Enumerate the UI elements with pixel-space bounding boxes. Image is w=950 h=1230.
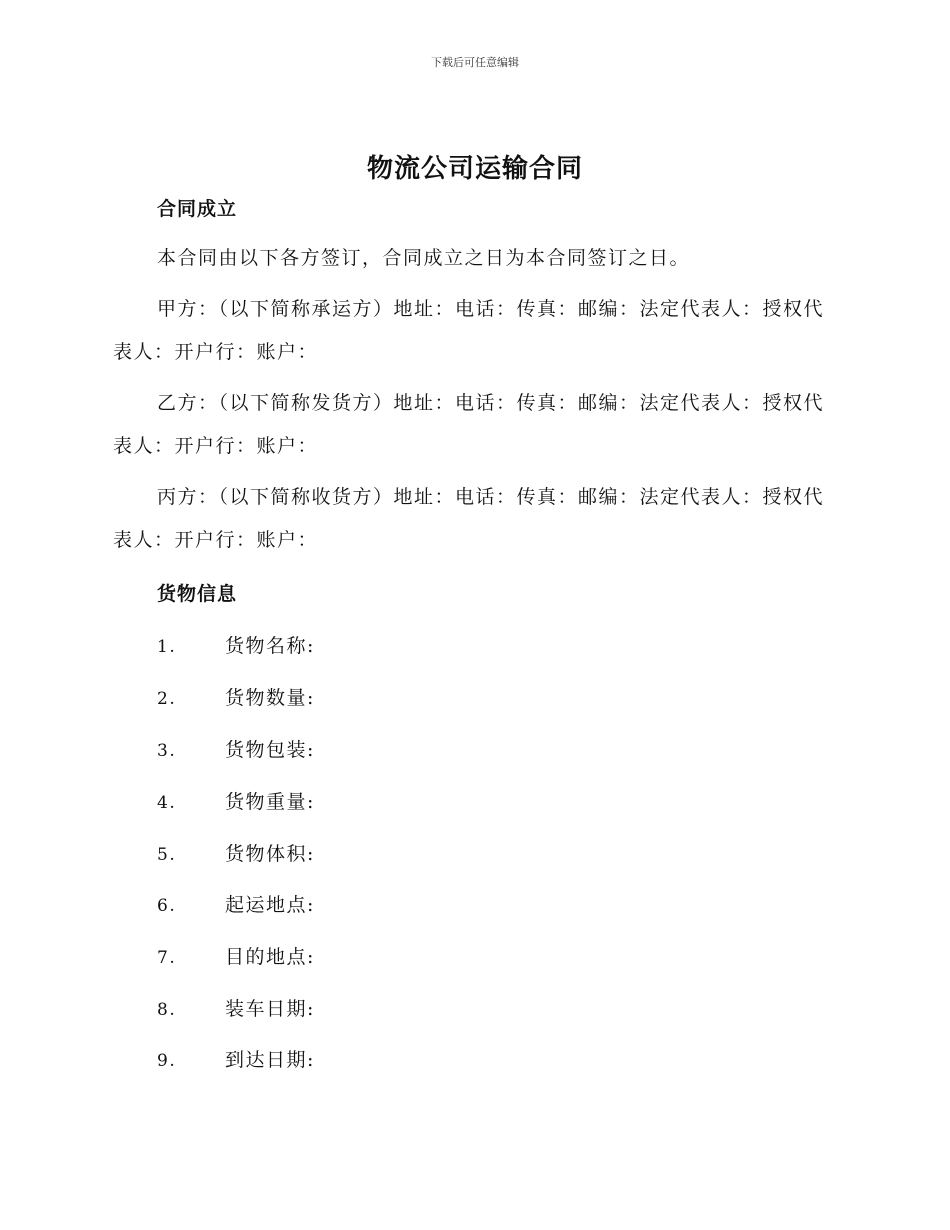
list-item-number: 9. [157,1051,177,1071]
list-item-number: 2. [157,689,177,709]
list-item-label: 起运地点: [225,894,315,916]
list-item [157,839,315,869]
intro-paragraph: 本合同由以下各方签订，合同成立之日为本合同签订之日。 [157,247,691,269]
section-heading-goods-info: 货物信息 [157,583,238,605]
list-item-label: 货物重量: [225,791,315,813]
list-item [157,1045,315,1075]
list-item-number: 8. [157,1000,177,1020]
list-item-label: 货物包装: [225,739,315,761]
list-item-number: 4. [157,793,177,813]
party-a-paragraph: 甲方：（以下简称承运方）地址：电话：传真：邮编：法定代表人：授权代表人：开户行：账户： [113,298,825,363]
list-item [157,631,315,661]
page-header-note: 下载后可任意编辑 [431,56,519,69]
list-item [157,787,315,817]
list-item-number: 6. [157,896,177,916]
party-b-paragraph: 乙方：（以下简称发货方）地址：电话：传真：邮编：法定代表人：授权代表人：开户行：账户： [113,392,825,457]
list-item [157,942,315,972]
list-item-label: 到达日期: [225,1049,315,1071]
document-title: 物流公司运输合同 [366,154,583,184]
list-item [157,683,315,713]
list-item-label: 装车日期: [225,998,315,1020]
list-item-number: 1. [157,637,177,657]
list-item [157,890,315,920]
list-item-number: 7. [157,948,177,968]
list-item-label: 目的地点: [225,946,315,968]
list-item-label: 货物数量: [225,687,315,709]
list-item-label: 货物体积: [225,843,315,865]
list-item-number: 5. [157,845,177,865]
section-heading-contract-formation: 合同成立 [157,198,238,220]
party-c-paragraph: 丙方：（以下简称收货方）地址：电话：传真：邮编：法定代表人：授权代表人：开户行：账户： [113,486,825,551]
list-item [157,994,315,1024]
list-item-number: 3. [157,741,177,761]
list-item-label: 货物名称: [225,635,315,657]
list-item [157,735,315,765]
